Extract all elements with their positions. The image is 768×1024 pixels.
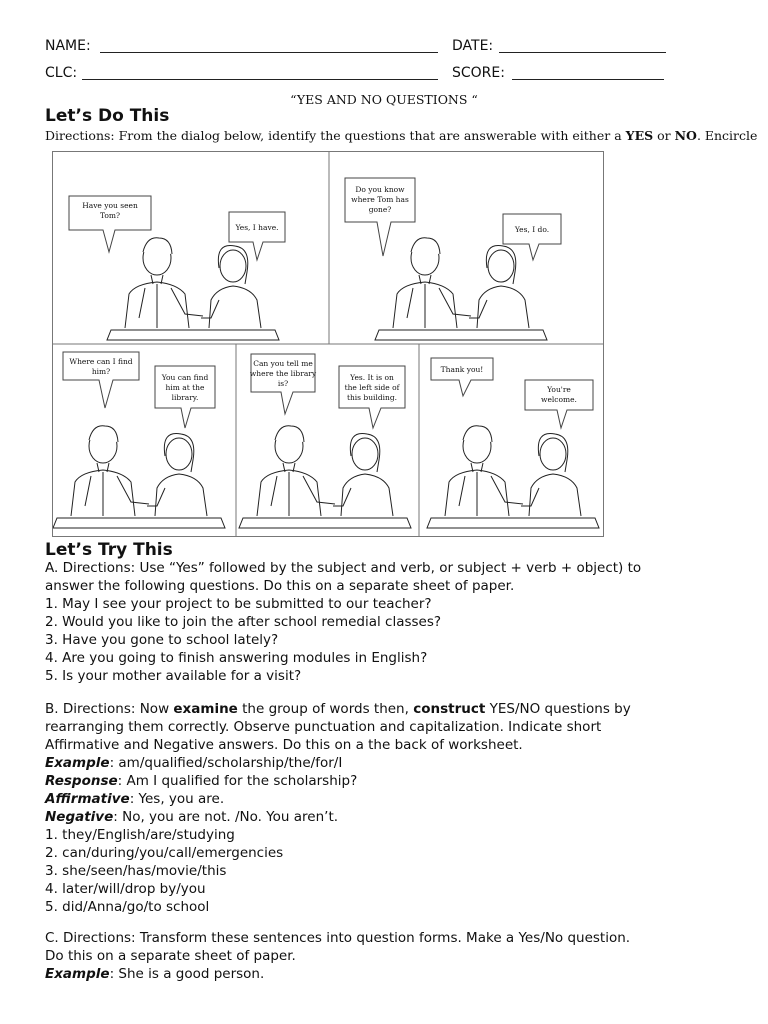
score-label: SCORE: [452,65,505,81]
part-b-example [45,754,745,772]
part-a-item-4: 4. Are you going to finish answering modules in English? [45,650,428,666]
part-c-directions-line-1: C. Directions: Transform these sentences into question forms. Make a Yes/No question. [45,930,631,946]
part-b-directions-line-1 [45,700,745,718]
panel-1-question-line-2: Tom? [99,211,121,220]
panel-2-question-line-2: where Tom has [351,195,409,204]
yes-word: YES [625,128,654,143]
part-b-item-3: 3. she/seen/has/movie/this [45,863,227,879]
affirmative-label: Affirmative [45,791,130,807]
comic-panel-3 [53,352,225,528]
part-b-item-1: 1. they/English/are/studying [45,827,235,843]
part-b-directions-line-2: rearranging them correctly. Observe punctuation and capitalization. Indicate short [45,719,602,735]
negative-text: : No, you are not. /No. You aren’t. [113,809,339,825]
lets-do-this-heading: Let’s Do This [45,106,170,126]
part-a-item-2: 2. Would you like to join the after school remedial classes? [45,614,442,630]
panel-4-question-line-2: where the library [249,369,317,378]
panel-1-question-line-1: Have you seen [82,201,138,210]
panel-3-answer-line-2: him at the [165,383,205,392]
response-text: : Am I qualified for the scholarship? [117,773,358,789]
part-a-item-3: 3. Have you gone to school lately? [45,632,279,648]
panel-3-answer-line-3: library. [171,393,199,402]
part-a-item-5: 5. Is your mother available for a visit? [45,668,302,684]
examine-word: examine [173,701,238,717]
comic-panel-4 [239,354,411,528]
panel-3-question-line-2: him? [91,367,111,376]
part-b-response [45,772,745,790]
part-c-example-text: : She is a good person. [109,966,265,982]
part-a-directions-line-2: answer the following questions. Do this on a separate sheet of paper. [45,578,515,594]
clc-field[interactable] [82,65,438,80]
part-a-item-1: 1. May I see your project to be submitted to our teacher? [45,596,432,612]
clc-label: CLC: [45,65,78,81]
panel-4-question-line-3: is? [277,379,289,388]
negative-label: Negative [45,809,114,825]
part-b-item-2: 2. can/during/you/call/emergencies [45,845,284,861]
part-b-item-5: 5. did/Anna/go/to school [45,899,210,915]
response-label: Response [45,773,118,789]
panel-1-answer-line-1: Yes, I have. [235,223,279,232]
score-field[interactable] [512,65,664,80]
part-b [45,700,745,916]
comic-panel-5 [427,358,599,528]
comic-panel-2 [345,178,561,340]
panel-3-question-line-1: Where can I find [69,357,133,366]
part-c-example [45,965,745,983]
date-field[interactable] [499,38,666,53]
part-c [45,929,745,983]
panel-4-answer-line-1: Yes. It is on [350,373,394,382]
part-b-affirmative [45,790,745,808]
part-c-directions-line-2: Do this on a separate sheet of paper. [45,948,296,964]
panel-5-question-line-1: Thank you! [440,365,484,374]
part-b-dir-part3: YES/NO questions by [489,701,631,717]
part-b-dir-part2: the group of words then, [242,701,409,717]
comic-panel-1 [69,196,285,340]
panel-2-question-line-1: Do you know [355,185,405,194]
part-b-dir-part1: B. Directions: Now [45,701,170,717]
example-label: Example [45,755,110,771]
name-label: NAME: [45,38,91,54]
lets-do-this-directions [45,128,758,143]
panel-4-answer-line-3: this building. [346,393,398,402]
part-a [45,559,745,685]
affirmative-text: : Yes, you are. [129,791,225,807]
lets-try-this-heading: Let’s Try This [45,540,173,560]
panel-2-question-line-3: gone? [368,205,392,214]
part-b-directions-line-3: Affirmative and Negative answers. Do this on a the back of worksheet. [45,737,523,753]
part-a-directions-line-1: A. Directions: Use “Yes” followed by the subject and verb, or subject + verb + object) to [45,560,642,576]
part-c-example-label: Example [45,966,110,982]
panel-5-answer-line-1: You're [547,385,571,394]
date-label: DATE: [452,38,494,54]
panel-4-question-line-1: Can you tell me [253,359,313,368]
directions-suffix: . Encircle [696,128,758,143]
dialog-comic-strip [52,151,604,537]
panel-3-answer-line-1: You can find [161,373,209,382]
name-field[interactable] [100,38,438,53]
panel-5-answer-line-2: welcome. [541,395,577,404]
part-b-negative [45,808,745,826]
construct-word: construct [413,701,486,717]
worksheet-title: “YES AND NO QUESTIONS “ [290,92,478,107]
directions-prefix: Directions: From the dialog below, identify the questions that are answerable with either a [45,128,622,143]
panel-2-answer-line-1: Yes, I do. [514,225,550,234]
no-word: NO [674,128,697,143]
panel-4-answer-line-2: the left side of [344,383,400,392]
part-b-item-4: 4. later/will/drop by/you [45,881,206,897]
or-word: or [657,128,671,143]
example-text: : am/qualified/scholarship/the/for/I [109,755,343,771]
